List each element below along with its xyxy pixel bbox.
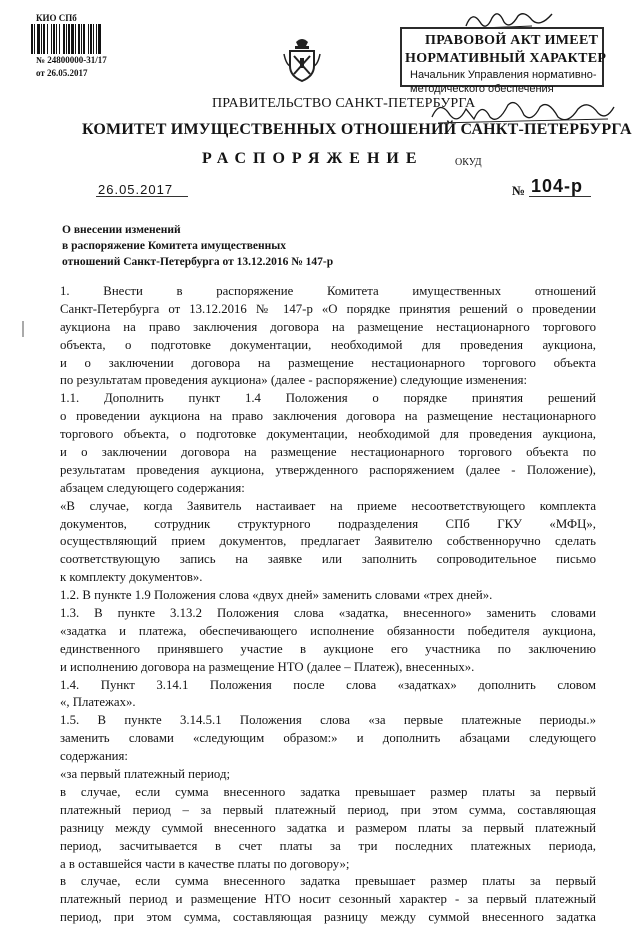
barcode-bar	[71, 24, 74, 54]
body-line: период, при этом сумма, составляющая разницу между суммой внесенного задатка	[60, 910, 596, 925]
body-line: и о заключении договора на размещение нестационарного торгового объекта по	[60, 445, 596, 460]
stamp-line: НОРМАТИВНЫЙ ХАРАКТЕР	[405, 51, 607, 66]
barcode-bar	[56, 24, 57, 54]
barcode-bar	[88, 24, 89, 54]
body-line: и исполнению договора на размещение НТО (далее – Платеж), внесенных».	[60, 659, 475, 674]
body-line: 1.3. В пункте 3.13.2 Положения слова «задатка, внесенного» заменить словами	[60, 606, 596, 621]
body-line: «за первый платежный период;	[60, 767, 231, 782]
margin-mark	[20, 320, 26, 338]
document-type: РАСПОРЯЖЕНИЕ	[202, 150, 424, 167]
body-line: объекта, о подготовке документации, необходимой для проведения аукциона,	[60, 337, 596, 352]
body-line: 1. Внести в распоряжение Комитета имущественных отношений	[60, 284, 596, 298]
body-line: «В случае, когда Заявитель настаивает на приеме несоответствующего комплекта	[60, 498, 596, 513]
body-line: соответствующую запись на заявке или заполнить сопроводительное письмо	[60, 552, 596, 567]
date-underline	[96, 196, 188, 197]
body-line: о проведении аукциона на право заключения договора на размещение нестационарного	[60, 409, 596, 424]
barcode-bar	[96, 24, 97, 54]
body-line: документов, сотрудник структурного подразделения СПб ГКУ «МФЦ»,	[60, 516, 596, 531]
body-line: к комплекту документов».	[60, 570, 203, 585]
body-line: аукциона на право заключения договора на размещение нестационарного торгового	[60, 319, 596, 334]
body-line: содержания:	[60, 749, 128, 764]
body-line: в случае, если сумма внесенного задатка превышает размер платы за первый	[60, 784, 596, 799]
body-line: 1.4. Пункт 3.14.1 Положения после слова «задатках» дополнить словом	[60, 677, 596, 692]
subject-line: в распоряжение Комитета имущественных	[62, 240, 286, 252]
barcode-bar	[47, 24, 48, 54]
barcode-bar	[59, 24, 60, 54]
subject-line: О внесении изменений	[62, 224, 181, 236]
barcode-bar	[78, 24, 80, 54]
body-line: «задатка и платежа, обеспечивающего исполнение обязанности победителя аукциона,	[60, 623, 596, 638]
stamp-line: методического обеспечения	[410, 83, 554, 95]
barcode-bar	[34, 24, 35, 54]
body-line: период, засчитывается в счет платы за три последних платежных периода,	[60, 838, 596, 853]
body-line: 1.2. В пункте 1.9 Положения слова «двух дней» заменить словами «трех дней».	[60, 588, 493, 603]
body-line: торгового объекта, о подготовке документации, необходимой для проведения аукциона,	[60, 427, 596, 442]
barcode-number: № 24800000-31/17	[36, 55, 107, 65]
registry-code: КИО СПб	[36, 13, 77, 23]
barcode-bar	[41, 24, 42, 54]
barcode-bar	[37, 24, 40, 54]
barcode-bar	[90, 24, 92, 54]
body-line: заменить словами «следующим образом:» и дополнить абзацами следующего	[60, 731, 596, 746]
body-line: 1.5. В пункте 3.14.5.1 Положения слова «за первые платежные периоды.»	[60, 713, 596, 728]
barcode-bar	[31, 24, 33, 54]
stamp-line: ПРАВОВОЙ АКТ ИМЕЕТ	[425, 33, 599, 48]
barcode-bar	[66, 24, 67, 54]
barcode-bar	[43, 24, 45, 54]
barcode-bar	[63, 24, 65, 54]
document-date: 26.05.2017	[98, 182, 174, 197]
body-line: по результатам проведения аукциона» (далее - распоряжение) следующие изменения:	[60, 373, 528, 388]
body-line: единственного принявшего участие в аукционе его участника по заключению	[60, 641, 596, 656]
body-line: платежный период и размещение НТО носит сезонный характер - за первый платежный	[60, 892, 596, 907]
document-body	[60, 283, 596, 927]
coat-of-arms-emblem	[282, 36, 322, 84]
body-line: в случае, если сумма внесенного задатка превышает размер платы за первый	[60, 874, 596, 889]
document-number: 104-р	[531, 176, 584, 196]
government-name: ПРАВИТЕЛЬСТВО САНКТ-ПЕТЕРБУРГА	[212, 96, 476, 111]
body-line: абзацем следующего содержания:	[60, 480, 245, 495]
body-line: и о заключении договора на размещение нестационарного торгового объекта	[60, 355, 596, 370]
okud-label: ОКУД	[455, 157, 482, 168]
number-underline	[529, 196, 591, 197]
committee-name: КОМИТЕТ ИМУЩЕСТВЕННЫХ ОТНОШЕНИЙ САНКТ-ПЕТЕРБУРГА	[82, 121, 632, 138]
barcode-bar	[98, 24, 101, 54]
barcode-bar	[93, 24, 94, 54]
body-line: Санкт-Петербурга от 13.12.2016 № 147-р «О порядке принятия решений о проведении	[60, 301, 596, 316]
body-line: а в оставшейся части в качестве платы по договору»;	[60, 856, 350, 871]
barcode-bar	[68, 24, 70, 54]
stamp-line: Начальник Управления нормативно-	[410, 69, 597, 81]
barcode-bar	[83, 24, 85, 54]
number-label: №	[512, 183, 526, 198]
body-line: «, Платежах».	[60, 695, 136, 710]
document-subject	[62, 222, 333, 270]
barcode-date: от 26.05.2017	[36, 68, 88, 78]
barcode-bar	[53, 24, 55, 54]
body-line: платежный период – за первый платежный период, при этом сумма, составляющая	[60, 802, 596, 817]
barcode-bar	[75, 24, 76, 54]
barcode-bar	[51, 24, 52, 54]
barcode	[31, 24, 126, 54]
body-line: 1.1. Дополнить пункт 1.4 Положения о порядке принятия решений	[60, 391, 596, 406]
body-line: осуществляющий прием документов, предлагает Заявителю собственноручно сделать	[60, 534, 596, 549]
body-line: результатам проведения аукциона, утвержденного распоряжением (далее - Положение),	[60, 462, 596, 477]
barcode-bar	[81, 24, 82, 54]
subject-line: отношений Санкт-Петербурга от 13.12.2016 № 147-р	[62, 256, 334, 268]
body-line: разницу между суммой внесенного задатка и размером платы за первый платежный	[60, 820, 596, 835]
